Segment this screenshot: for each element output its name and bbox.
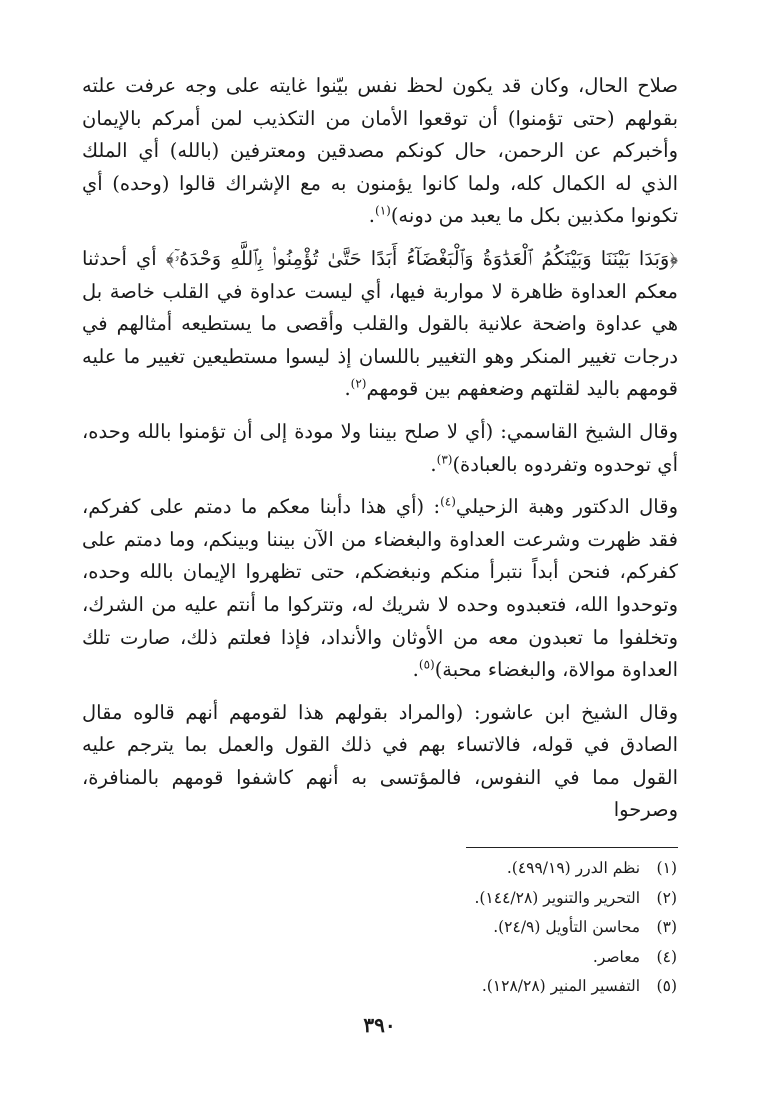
footnote [277, 972, 677, 1002]
footnote-ref-2: (٢) [350, 376, 367, 391]
footnote-separator [466, 847, 678, 848]
footnote [277, 913, 677, 943]
footnote [277, 943, 677, 973]
paragraph-2-text: أي أحدثنا معكم العداوة ظاهرة لا مواربة فيها، أي ليست عداوة في القلب خاصة بل هي عداوة واضحة علانية بالقول والقلب وأقصى ما يستطيعه أمثالهم في درجات تغيير المنكر وهو التغيير باللسان إذ ليسوا مستطيعين تغيير ما عليه قومهم باليد لقلتهم وضعفهم بين قومهم [82, 246, 678, 401]
footnote-ref-5: (٥) [418, 657, 435, 672]
quran-verse: ﴿وَبَدَا بَيْنَنَا وَبَيْنَكُمُ ٱلْعَدَٰوَةُ وَٱلْبَغْضَآءُ أَبَدًا حَتَّىٰ تُؤْمِنُوا۟ بِٱللَّهِ وَحْدَهُۥٓ﴾ [165, 246, 678, 270]
paragraph-3: وقال الشيخ القاسمي: (أي لا صلح بيننا ولا مودة إلى أن تؤمنوا بالله وحده، أي توحدوه وتفردوه بالعبادة)$^{(٣)}$. [82, 419, 678, 476]
footnote-number: (٢) [656, 888, 677, 907]
paragraph-5 [82, 697, 678, 827]
paragraph-2: ﴿وَبَدَا بَيْنَنَا وَبَيْنَكُمُ ٱلْعَدَٰوَةُ وَٱلْبَغْضَآءُ أَبَدًا حَتَّىٰ تُؤْمِنُوا۟ بِٱللَّهِ وَحْدَهُۥٓ﴾ أي أحدثنا معكم العداوة ظاهرة لا مواربة فيها، أي ليست عداوة في القلب خاصة بل هي عداوة واضحة علانية بالقول والقلب وأقصى ما يستطيعه أمثالهم في درجات تغيير المنكر وهو التغيير باللسان إذ ليسوا مستطيعين تغيير ما عليه قومهم باليد لقلتهم وضعفهم بين قومهم$^{(٢)}$. [82, 246, 678, 401]
paragraph-4: وقال الدكتور وهبة الزحيلي$^{(٤)}$: (أي هذا دأبنا معكم ما دمتم على كفركم، فقد ظهرت وشرعت العداوة والبغضاء من الآن بيننا وبينكم، وما دمتم على كفركم، فنحن أبداً نتبرأ منكم ونبغضكم، حتى تظهروا الإيمان بالله وحده، وتوحدوا الله، فتعبدوه وحده لا شريك له، وتتركوا ما أنتم عليه من الشرك، وتخلفوا ما تعبدون معه من الأوثان والأنداد، فإذا فعلتم ذلك، صارت تلك العداوة موالاة، والبغضاء محبة)$^{(٥)}$. [82, 494, 678, 682]
footnote [277, 854, 677, 884]
footnote-number: (٤) [656, 947, 677, 966]
page-number: ٣٩٠ [363, 1013, 396, 1037]
paragraph-4-text: : (أي هذا دأبنا معكم ما دمتم على كفركم، فقد ظهرت وشرعت العداوة والبغضاء من الآن بيننا وبينكم، وما دمتم على كفركم، فنحن أبداً نتبرأ منكم ونبغضكم، حتى تظهروا الإيمان بالله وحده، وتوحدوا الله، فتعبدوه وحده لا شريك له، وتتركوا ما أنتم عليه من الشرك، وتخلفوا ما تعبدون معه من الأوثان والأنداد، فإذا فعلتم ذلك، صارت تلك العداوة موالاة، والبغضاء محبة) [82, 495, 678, 682]
paragraph-3-text: وقال الشيخ القاسمي: (أي لا صلح بيننا ولا مودة إلى أن تؤمنوا بالله وحده، أي توحدوه وتفردوه بالعبادة) [82, 419, 678, 476]
footnote-number: (٥) [656, 977, 677, 995]
footnote-number: (١) [656, 859, 677, 877]
paragraph-5-text: وقال الشيخ ابن عاشور: (والمراد بقولهم هذا لقومهم أنهم قالوه مقال الصادق في قوله، فالاتساء بهم في ذلك القول والعمل بما يترجم عليه القول مما في النفوس، فالمؤتسى به أنهم كاشفوا قومهم بالمنافرة، وصرحوا [82, 700, 678, 822]
footnote-ref-1: (١) [375, 203, 391, 218]
footnote-ref-3: (٣) [436, 452, 453, 467]
footnote-text: نظم الدرر (٤٩٩/١٩). [506, 859, 641, 877]
footnote-ref-4: (٤) [440, 494, 456, 509]
footnote-text: معاصر. [592, 947, 641, 966]
paragraph-1: صلاح الحال، وكان قد يكون لحظ نفس بيّنوا غايته على وجه عرفت علته بقولهم (حتى تؤمنوا) أن توقعوا الأمان من التكذيب لمن أمركم بالإيمان وأخبركم عن الرحمن، حال كونكم مصدقين ومعترفين (بالله) أي الملك الذي له الكمال كله، ولما كانوا يؤمنون به مع الإشراك قالوا (وحده) أي تكونوا مكذبين بكل ما يعبد من دونه)$^{(١)}$. [82, 74, 678, 228]
paragraph-4-intro: وقال الدكتور وهبة الزحيلي [455, 495, 678, 519]
footnote-text: التحرير والتنوير (١٤٤/٢٨). [474, 888, 641, 907]
footnote-text: محاسن التأويل (٢٤/٩). [493, 918, 641, 936]
footnote-text: التفسير المنير (١٢٨/٢٨). [481, 977, 641, 995]
footnote-number: (٣) [656, 918, 677, 936]
footnotes [277, 854, 677, 1002]
paragraph-1-text: صلاح الحال، وكان قد يكون لحظ نفس بيّنوا غايته على وجه عرفت علته بقولهم (حتى تؤمنوا) أن توقعوا الأمان من التكذيب لمن أمركم بالإيمان وأخبركم عن الرحمن، حال كونكم مصدقين ومعترفين (بالله) أي الملك الذي له الكمال كله، ولما كانوا يؤمنون به مع الإشراك قالوا (وحده) أي تكونوا مكذبين بكل ما يعبد من دونه) [82, 74, 678, 228]
footnote [277, 884, 677, 914]
main-text [82, 70, 678, 827]
